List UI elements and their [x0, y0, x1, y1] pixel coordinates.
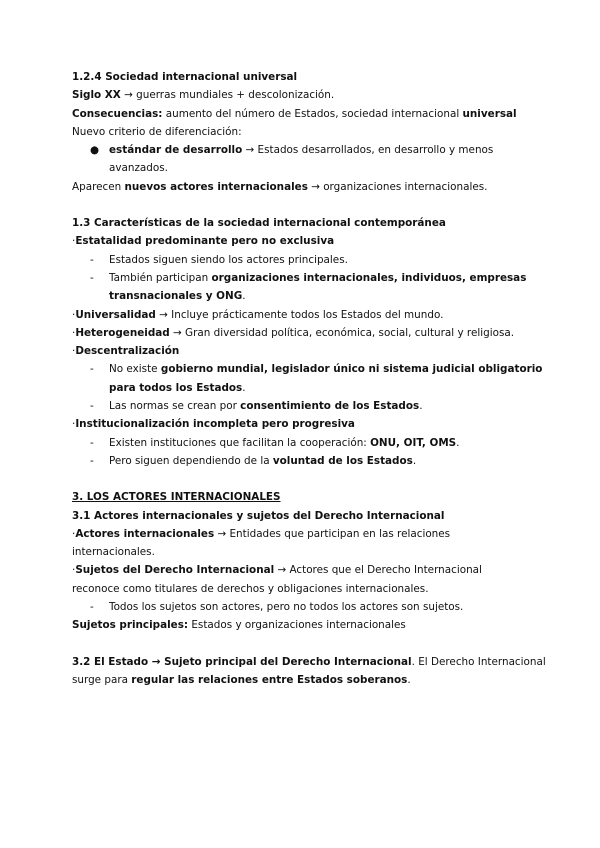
bold-term: Descentralización [75, 345, 180, 358]
text: Las normas se crean por [109, 400, 241, 413]
dot-marker: · [72, 527, 76, 540]
text: . [412, 454, 417, 467]
text-line [72, 616, 542, 634]
dash-item [72, 269, 542, 287]
text: → Actores que el Derecho Internacional [274, 564, 482, 577]
text: . [456, 436, 460, 449]
bold-term: Estatalidad predominante pero no exclusiva [75, 235, 335, 248]
text: . [419, 400, 423, 413]
bold-term: gobierno mundial, legislador único ni sistema judicial obligatorio [160, 363, 543, 376]
bold-term: para todos los Estados [109, 381, 243, 394]
text: No existe [109, 363, 161, 376]
text: aumento del número de Estados, sociedad internacional [162, 107, 463, 120]
bold-term: Consecuencias: [72, 107, 163, 120]
text: → Gran diversidad política, económica, social, cultural y religiosa. [169, 326, 515, 339]
text-line [72, 178, 542, 196]
text: Estados siguen siendo los actores principales. [109, 253, 348, 266]
dot-marker: · [72, 235, 76, 248]
dash-marker: - [90, 253, 94, 266]
bold-term: universal [462, 107, 517, 120]
dot-item [72, 324, 542, 342]
text-line [72, 105, 542, 123]
dot-item [72, 306, 542, 324]
text: Existen instituciones que facilitan la cooperación: [109, 436, 371, 449]
section-heading: 3.1 Actores internacionales y sujetos del Derecho Internacional [72, 509, 445, 522]
bold-term: Sujetos principales: [72, 619, 189, 632]
chapter-heading: 3. LOS ACTORES INTERNACIONALES [72, 491, 281, 504]
dot-marker: · [72, 308, 76, 321]
bold-term: organizaciones internacionales, individuos, empresas [211, 271, 527, 284]
text: → Incluye prácticamente todos los Estados del mundo. [155, 308, 444, 321]
dash-item [72, 452, 542, 470]
bullet-item [72, 141, 542, 159]
dot-marker: · [72, 418, 76, 431]
dash-marker: - [90, 271, 94, 284]
text: . [407, 673, 411, 686]
dash-item [72, 397, 542, 415]
bold-term: Universalidad [75, 308, 156, 321]
dash-item [72, 598, 542, 616]
text: Aparecen [72, 180, 125, 193]
spacer [72, 635, 542, 653]
bold-term: nuevos actores internacionales [124, 180, 308, 193]
text-line: internacionales. [72, 546, 155, 559]
bold-term: Actores internacionales [75, 527, 215, 540]
dot-marker: · [72, 564, 76, 577]
bullet-marker: ● [90, 144, 100, 157]
dot-item [72, 415, 542, 433]
text-line: Nuevo criterio de diferenciación: [72, 125, 242, 138]
document-page [72, 68, 546, 689]
text-line [72, 653, 546, 671]
bold-term: ONU, OIT, OMS [370, 436, 457, 449]
dot-marker: · [72, 345, 76, 358]
bold-term: 3.2 El Estado → Sujeto principal del Derecho Internacional [72, 655, 412, 668]
section-heading: 1.2.4 Sociedad internacional universal [72, 71, 298, 83]
bold-term: Heterogeneidad [75, 326, 170, 339]
bold-term: voluntad de los Estados [272, 454, 413, 467]
bold-term: consentimiento de los Estados [240, 400, 420, 413]
dash-marker: - [90, 363, 94, 376]
bold-term: regular las relaciones entre Estados soberanos [131, 673, 408, 686]
bold-term: estándar de desarrollo [109, 144, 243, 157]
dash-continuation [72, 287, 542, 305]
dash-item [72, 434, 542, 452]
spacer [72, 196, 542, 214]
text: → Estados desarrollados, en desarrollo y menos [242, 144, 494, 157]
text-line [72, 671, 542, 689]
text: . El Derecho Internacional [411, 655, 546, 668]
dash-continuation [72, 379, 542, 397]
dash-marker: - [90, 400, 94, 413]
dot-item [72, 561, 542, 579]
dash-item [72, 251, 542, 269]
dot-marker: · [72, 326, 76, 339]
dash-marker: - [90, 454, 94, 467]
dash-item [72, 360, 542, 378]
text: . [242, 290, 246, 303]
text: Todos los sujetos son actores, pero no todos los actores son sujetos. [109, 601, 464, 614]
text: surge para [72, 673, 132, 686]
text: → guerras mundiales + descolonización. [120, 89, 335, 102]
dash-marker: - [90, 436, 94, 449]
text: Pero siguen dependiendo de la [109, 454, 273, 467]
text: Estados y organizaciones internacionales [188, 619, 406, 632]
text: → organizaciones internacionales. [307, 180, 488, 193]
text: → Entidades que participan en las relaciones [214, 527, 451, 540]
dot-item [72, 342, 542, 360]
section-heading: 1.3 Características de la sociedad internacional contemporánea [72, 217, 446, 230]
text: . [242, 381, 246, 394]
bold-term: transnacionales y ONG [109, 290, 243, 303]
dot-item [72, 232, 542, 250]
text-line [72, 86, 542, 104]
text: También participan [109, 271, 212, 284]
bold-term: Sujetos del Derecho Internacional [75, 564, 275, 577]
bullet-continuation: avanzados. [109, 162, 168, 175]
dash-marker: - [90, 601, 94, 614]
spacer [72, 470, 542, 488]
bold-term: Siglo XX [72, 89, 121, 102]
text-line: reconoce como titulares de derechos y obligaciones internacionales. [72, 582, 429, 595]
bold-term: Institucionalización incompleta pero progresiva [75, 418, 355, 431]
dot-item [72, 525, 542, 543]
